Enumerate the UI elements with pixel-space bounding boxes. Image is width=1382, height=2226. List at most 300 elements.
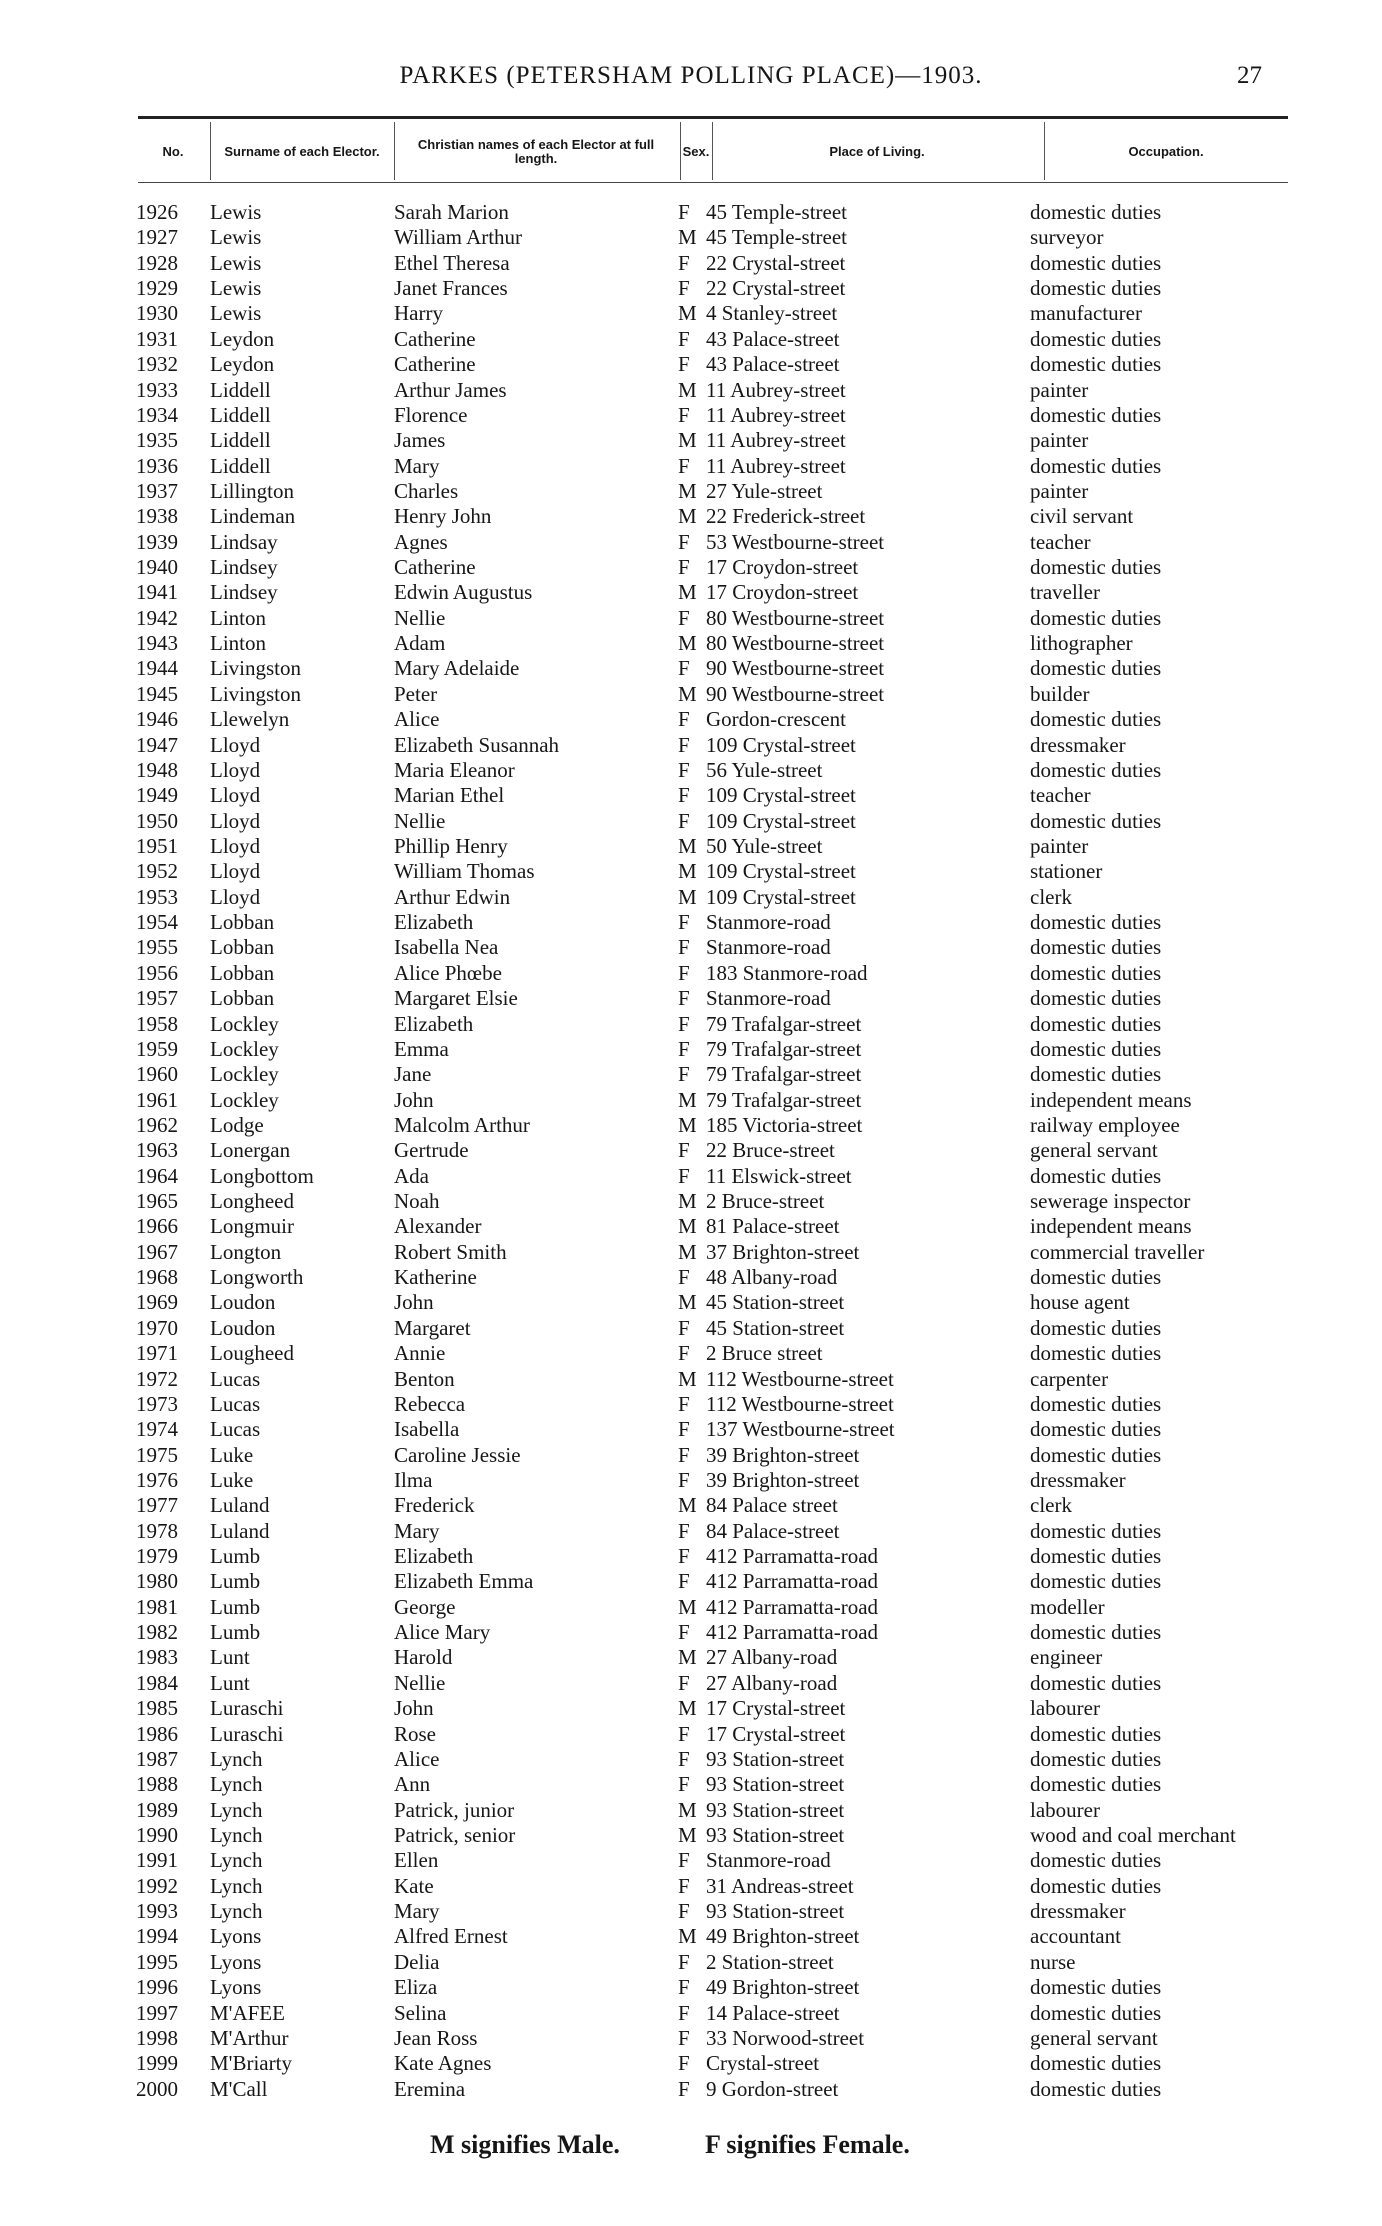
elector-sex: F [678,2076,690,2101]
elector-sex: M [678,1797,697,1822]
elector-christian-names: Elizabeth Susannah [394,732,560,757]
elector-number: 1986 [136,1721,178,1746]
elector-place: 17 Croydon-street [706,555,859,580]
elector-surname: Lumb [210,1594,261,1619]
elector-sex: F [678,1163,690,1188]
elector-sex: F [678,1315,690,1340]
elector-sex: F [678,605,690,630]
elector-number: 1968 [136,1265,178,1290]
elector-number: 1945 [136,681,178,706]
elector-occupation: domestic duties [1030,1848,1162,1873]
elector-number: 1994 [136,1924,178,1949]
elector-number: 1984 [136,1670,178,1695]
table-row [0,1138,1382,1163]
table-row [0,1519,1382,1544]
elector-sex: M [678,377,697,402]
elector-surname: Lynch [210,1746,263,1771]
elector-christian-names: Nellie [394,605,446,630]
table-row [0,682,1382,707]
elector-number: 1997 [136,2000,178,2025]
elector-place: 45 Station-street [706,1290,845,1315]
elector-place: 17 Crystal-street [706,1696,846,1721]
elector-occupation: domestic duties [1030,757,1162,782]
elector-occupation: domestic duties [1030,352,1162,377]
elector-christian-names: George [394,1594,456,1619]
elector-occupation: domestic duties [1030,1544,1162,1569]
elector-surname: Leydon [210,326,275,351]
table-row [0,1696,1382,1721]
elector-surname: Liddell [210,377,271,402]
elector-number: 1949 [136,783,178,808]
elector-sex: F [678,1341,690,1366]
elector-surname: Lloyd [210,732,261,757]
elector-surname: Lewis [210,276,262,301]
elector-place: 109 Crystal-street [706,732,856,757]
elector-sex: F [678,555,690,580]
elector-surname: Lyons [210,1949,262,1974]
elector-sex: M [678,504,697,529]
elector-number: 1936 [136,453,178,478]
elector-christian-names: John [394,1087,434,1112]
elector-occupation: domestic duties [1030,1265,1162,1290]
elector-occupation: domestic duties [1030,1569,1162,1594]
elector-occupation: commercial traveller [1030,1239,1205,1264]
elector-place: 14 Palace-street [706,2000,840,2025]
elector-number: 1934 [136,402,178,427]
elector-christian-names: Ann [394,1772,431,1797]
elector-number: 1961 [136,1087,178,1112]
elector-christian-names: Robert Smith [394,1239,507,1264]
elector-sex: F [678,2025,690,2050]
elector-sex: F [678,1873,690,1898]
elector-occupation: independent means [1030,1214,1192,1239]
elector-christian-names: Frederick [394,1493,475,1518]
elector-place: 109 Crystal-street [706,859,856,884]
table-row [0,454,1382,479]
elector-place: 109 Crystal-street [706,783,856,808]
elector-occupation: domestic duties [1030,605,1162,630]
elector-number: 1992 [136,1873,178,1898]
elector-number: 1959 [136,1036,178,1061]
elector-number: 1990 [136,1823,178,1847]
elector-place: 90 Westbourne-street [706,681,885,706]
table-row [0,656,1382,681]
elector-place: 112 Westbourne-street [706,1391,894,1416]
elector-number: 1928 [136,250,178,275]
table-row [0,2051,1382,2076]
elector-occupation: painter [1030,377,1089,402]
elector-sex: M [678,225,697,250]
elector-christian-names: Annie [394,1341,446,1366]
elector-sex: F [678,276,690,301]
elector-christian-names: Nellie [394,1670,446,1695]
elector-number: 1977 [136,1493,178,1518]
elector-surname: Lodge [210,1112,264,1137]
table-row [0,758,1382,783]
elector-place: Crystal-street [706,2051,820,2076]
elector-sex: F [678,1036,690,1061]
table-row [0,1620,1382,1645]
elector-christian-names: Mary [394,1899,440,1924]
elector-christian-names: Elizabeth [394,910,474,935]
elector-place: 22 Bruce-street [706,1138,835,1163]
elector-sex: F [678,1975,690,2000]
elector-christian-names: Selina [394,2000,447,2025]
elector-place: 43 Palace-street [706,326,840,351]
table-row [0,1443,1382,1468]
elector-occupation: domestic duties [1030,2000,1162,2025]
elector-sex: F [678,1442,690,1467]
elector-occupation: domestic duties [1030,276,1162,301]
column-header-rule [138,182,1288,183]
elector-surname: Luraschi [210,1721,284,1746]
elector-christian-names: Mary Adelaide [394,656,520,681]
elector-place: 33 Norwood-street [706,2025,865,2050]
elector-surname: Lumb [210,1569,261,1594]
elector-sex: F [678,1670,690,1695]
table-row [0,378,1382,403]
elector-number: 1938 [136,504,178,529]
elector-surname: Loudon [210,1315,276,1340]
elector-surname: Lynch [210,1848,263,1873]
elector-place: 412 Parramatta-road [706,1569,879,1594]
elector-number: 1937 [136,478,178,503]
elector-surname: Lynch [210,1873,263,1898]
elector-place: 93 Station-street [706,1797,845,1822]
elector-surname: Luke [210,1467,254,1492]
elector-christian-names: Catherine [394,555,476,580]
table-row [0,733,1382,758]
elector-sex: F [678,656,690,681]
elector-christian-names: Isabella [394,1417,460,1442]
column-divider [680,122,681,180]
elector-surname: Lockley [210,1011,279,1036]
elector-surname: Luraschi [210,1696,284,1721]
elector-occupation: domestic duties [1030,960,1162,985]
elector-sex: F [678,1265,690,1290]
page-number: 27 [1237,62,1262,89]
table-row [0,707,1382,732]
elector-number: 1927 [136,225,178,250]
elector-christian-names: Benton [394,1366,455,1391]
elector-christian-names: Alice [394,1746,440,1771]
elector-place: 37 Brighton-street [706,1239,860,1264]
table-row [0,1113,1382,1138]
elector-occupation: railway employee [1030,1112,1180,1137]
elector-number: 1955 [136,935,178,960]
elector-occupation: teacher [1030,529,1091,554]
elector-occupation: domestic duties [1030,1721,1162,1746]
elector-surname: Lucas [210,1391,261,1416]
elector-christian-names: Ilma [394,1467,433,1492]
table-row [0,479,1382,504]
elector-christian-names: Henry John [394,504,492,529]
elector-surname: Longheed [210,1189,294,1214]
elector-occupation: domestic duties [1030,656,1162,681]
elector-number: 1933 [136,377,178,402]
elector-place: 39 Brighton-street [706,1442,860,1467]
elector-surname: Lyons [210,1924,262,1949]
elector-christian-names: John [394,1696,434,1721]
elector-surname: Lobban [210,935,275,960]
table-row [0,327,1382,352]
elector-place: 11 Elswick-street [706,1163,852,1188]
table-row [0,1341,1382,1366]
elector-occupation: domestic duties [1030,910,1162,935]
elector-number: 1978 [136,1518,178,1543]
table-row [0,2077,1382,2102]
column-divider [394,122,395,180]
elector-surname: Lucas [210,1417,261,1442]
elector-surname: Lewis [210,250,262,275]
elector-sex: M [678,428,697,453]
elector-number: 1962 [136,1112,178,1137]
elector-place: 11 Aubrey-street [706,453,846,478]
table-row [0,428,1382,453]
elector-place: 84 Palace street [706,1493,838,1518]
elector-place: 2 Station-street [706,1949,834,1974]
column-divider [712,122,713,180]
elector-place: 79 Trafalgar-street [706,1062,862,1087]
elector-occupation: domestic duties [1030,1036,1162,1061]
elector-surname: Lunt [210,1645,250,1670]
elector-place: 412 Parramatta-road [706,1620,879,1645]
table-row [0,783,1382,808]
elector-sex: F [678,1746,690,1771]
elector-surname: M'Briarty [210,2051,292,2076]
elector-number: 1960 [136,1062,178,1087]
elector-surname: Lockley [210,1087,279,1112]
elector-christian-names: Ellen [394,1848,439,1873]
elector-sex: F [678,250,690,275]
elector-occupation: domestic duties [1030,1341,1162,1366]
elector-occupation: domestic duties [1030,1391,1162,1416]
elector-number: 1952 [136,859,178,884]
elector-christian-names: Agnes [394,529,448,554]
table-row [0,986,1382,1011]
elector-surname: Livingston [210,656,302,681]
legend-female: F signifies Female. [705,2130,910,2159]
elector-surname: Lewis [210,225,262,250]
elector-place: Stanmore-road [706,986,831,1011]
elector-number: 1966 [136,1214,178,1239]
elector-occupation: domestic duties [1030,200,1162,224]
elector-surname: Lunt [210,1670,250,1695]
table-row [0,251,1382,276]
elector-sex: F [678,1518,690,1543]
elector-surname: Lindeman [210,504,296,529]
elector-christian-names: Mary [394,1518,440,1543]
elector-occupation: house agent [1030,1290,1130,1315]
elector-place: 93 Station-street [706,1772,845,1797]
elector-christian-names: Edwin Augustus [394,580,533,605]
table-row [0,403,1382,428]
elector-christian-names: Patrick, senior [394,1823,516,1847]
elector-place: 27 Yule-street [706,478,823,503]
elector-surname: Liddell [210,402,271,427]
elector-sex: F [678,1899,690,1924]
elector-sex: M [678,478,697,503]
elector-christian-names: Nellie [394,808,446,833]
elector-occupation: domestic duties [1030,555,1162,580]
elector-christian-names: Ethel Theresa [394,250,510,275]
elector-occupation: nurse [1030,1949,1076,1974]
elector-occupation: domestic duties [1030,326,1162,351]
elector-christian-names: Alexander [394,1214,482,1239]
legend-male: M signifies Male. [430,2130,620,2159]
elector-christian-names: Jane [394,1062,432,1087]
table-row [0,2026,1382,2051]
table-row [0,1569,1382,1594]
elector-place: 109 Crystal-street [706,808,856,833]
elector-sex: F [678,1544,690,1569]
elector-place: 27 Albany-road [706,1645,838,1670]
elector-christian-names: Arthur James [394,377,507,402]
elector-place: 31 Andreas-street [706,1873,854,1898]
elector-place: Stanmore-road [706,910,831,935]
table-row [0,1798,1382,1823]
elector-number: 1950 [136,808,178,833]
elector-surname: Livingston [210,681,302,706]
elector-christian-names: Elizabeth [394,1544,474,1569]
elector-sex: F [678,1949,690,1974]
elector-christian-names: Adam [394,631,446,656]
elector-occupation: teacher [1030,783,1091,808]
elector-place: 80 Westbourne-street [706,631,885,656]
elector-number: 1975 [136,1442,178,1467]
elector-christian-names: Caroline Jessie [394,1442,521,1467]
elector-place: 11 Aubrey-street [706,428,846,453]
elector-occupation: wood and coal merchant [1030,1823,1236,1847]
elector-place: 22 Crystal-street [706,276,846,301]
elector-surname: Lyons [210,1975,262,2000]
elector-place: 53 Westbourne-street [706,529,885,554]
elector-place: 45 Temple-street [706,225,848,250]
elector-surname: M'Arthur [210,2025,289,2050]
elector-number: 1970 [136,1315,178,1340]
elector-christian-names: Kate Agnes [394,2051,492,2076]
elector-sex: M [678,580,697,605]
elector-occupation: independent means [1030,1087,1192,1112]
elector-occupation: domestic duties [1030,402,1162,427]
elector-christian-names: Sarah Marion [394,200,509,224]
elector-occupation: surveyor [1030,225,1104,250]
elector-occupation: domestic duties [1030,808,1162,833]
elector-surname: Lucas [210,1366,261,1391]
elector-christian-names: James [394,428,446,453]
elector-surname: Lobban [210,960,275,985]
elector-sex: F [678,529,690,554]
elector-occupation: lithographer [1030,631,1133,656]
elector-occupation: traveller [1030,580,1100,605]
table-row [0,1899,1382,1924]
elector-sex: M [678,301,697,326]
elector-occupation: domestic duties [1030,707,1162,732]
elector-occupation: general servant [1030,2025,1158,2050]
elector-place: 80 Westbourne-street [706,605,885,630]
elector-occupation: painter [1030,478,1089,503]
table-row [0,1392,1382,1417]
elector-number: 1930 [136,301,178,326]
elector-place: 2 Bruce street [706,1341,823,1366]
table-row [0,606,1382,631]
elector-surname: Lynch [210,1823,263,1847]
elector-place: 412 Parramatta-road [706,1594,879,1619]
elector-sex: M [678,884,697,909]
elector-place: 412 Parramatta-road [706,1544,879,1569]
elector-surname: Lumb [210,1620,261,1645]
elector-christian-names: Florence [394,402,468,427]
elector-place: 109 Crystal-street [706,884,856,909]
elector-christian-names: Margaret [394,1315,471,1340]
elector-occupation: modeller [1030,1594,1105,1619]
elector-place: 137 Westbourne-street [706,1417,895,1442]
elector-occupation: domestic duties [1030,986,1162,1011]
elector-christian-names: Charles [394,478,459,503]
elector-surname: Lloyd [210,884,261,909]
elector-christian-names: Mary [394,453,440,478]
elector-place: 93 Station-street [706,1899,845,1924]
elector-surname: Lloyd [210,757,261,782]
table-row [0,1062,1382,1087]
elector-number: 1976 [136,1467,178,1492]
elector-christian-names: William Arthur [394,225,523,250]
elector-number: 2000 [136,2076,178,2101]
elector-number: 1932 [136,352,178,377]
elector-sex: F [678,200,690,224]
table-row [0,1747,1382,1772]
elector-occupation: domestic duties [1030,1011,1162,1036]
elector-sex: M [678,1696,697,1721]
table-row [0,1975,1382,2000]
elector-place: 79 Trafalgar-street [706,1011,862,1036]
elector-sex: F [678,402,690,427]
elector-occupation: domestic duties [1030,1417,1162,1442]
table-row [0,910,1382,935]
elector-sex: F [678,986,690,1011]
table-row [0,1189,1382,1214]
elector-place: Stanmore-road [706,935,831,960]
elector-list [0,200,1382,2102]
table-row [0,935,1382,960]
table-row [0,809,1382,834]
elector-number: 1926 [136,200,178,224]
elector-occupation: domestic duties [1030,1062,1162,1087]
elector-number: 1995 [136,1949,178,1974]
table-row [0,1316,1382,1341]
elector-sex: M [678,1112,697,1137]
elector-place: 22 Crystal-street [706,250,846,275]
elector-number: 1993 [136,1899,178,1924]
elector-sex: F [678,707,690,732]
elector-christian-names: Patrick, junior [394,1797,515,1822]
table-row [0,859,1382,884]
elector-number: 1973 [136,1391,178,1416]
elector-occupation: labourer [1030,1696,1100,1721]
elector-christian-names: Emma [394,1036,449,1061]
table-row [0,1468,1382,1493]
table-row [0,1772,1382,1797]
elector-surname: Lindsey [210,555,278,580]
elector-surname: Lindsay [210,529,278,554]
elector-christian-names: Eremina [394,2076,466,2101]
elector-sex: F [678,1467,690,1492]
elector-number: 1983 [136,1645,178,1670]
table-row [0,2001,1382,2026]
elector-number: 1982 [136,1620,178,1645]
elector-christian-names: Ada [394,1163,429,1188]
table-row [0,504,1382,529]
